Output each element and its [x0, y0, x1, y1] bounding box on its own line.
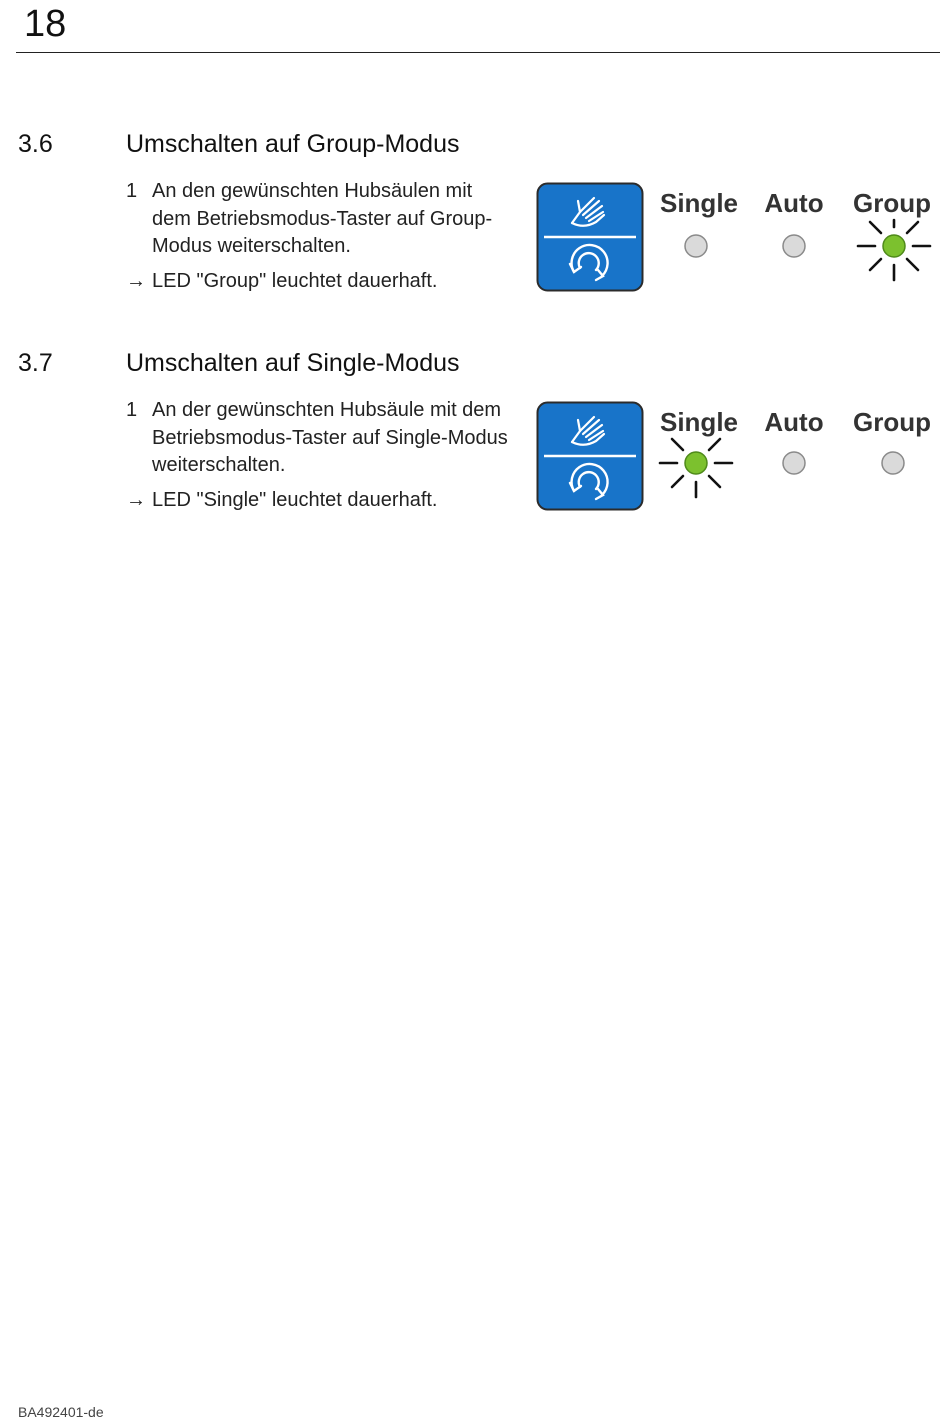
mode-led-panel [650, 401, 940, 511]
operating-mode-button[interactable] [536, 401, 644, 511]
instruction-step [126, 397, 516, 480]
section-number: 3.7 [18, 349, 53, 377]
page-number: 18 [24, 3, 67, 45]
instruction-step [126, 178, 516, 261]
header-rule [16, 52, 940, 53]
led-label-auto: Auto [764, 407, 824, 437]
result-text: LED "Single" leuchtet dauerhaft. [152, 489, 438, 511]
result-line [126, 268, 437, 295]
led-label-auto: Auto [764, 188, 824, 218]
result-arrow-icon: → [126, 489, 146, 511]
led-label-group: Group [853, 188, 931, 218]
led-auto-off [776, 228, 812, 264]
document-id: BA492401-de [18, 1404, 104, 1420]
result-arrow-icon: → [126, 270, 146, 292]
step-number: 1 [126, 180, 138, 202]
led-single-on [656, 423, 736, 503]
step-text: An der gewünschten Hubsäule mit dem Betriebsmodus-Taster auf Single-Modus weiterschalten. [152, 399, 508, 476]
section-number: 3.6 [18, 130, 53, 158]
led-label-single: Single [659, 407, 738, 437]
result-text: LED "Group" leuchtet dauerhaft. [152, 270, 438, 292]
led-single-off [678, 228, 714, 264]
led-auto-off [776, 445, 812, 481]
mode-led-panel [650, 182, 940, 292]
led-label-single: Single [659, 188, 738, 218]
step-text: An den gewünschten Hubsäulen mit dem Betriebsmodus-Taster auf Group-Modus weiterschalten. [152, 180, 493, 257]
led-group-on [854, 206, 934, 286]
result-line [126, 487, 438, 514]
step-number: 1 [126, 399, 138, 421]
section-title: Umschalten auf Group-Modus [126, 130, 460, 158]
led-label-group: Group [853, 407, 931, 437]
section-title: Umschalten auf Single-Modus [126, 349, 460, 377]
led-group-off [875, 445, 911, 481]
operating-mode-button[interactable] [536, 182, 644, 292]
